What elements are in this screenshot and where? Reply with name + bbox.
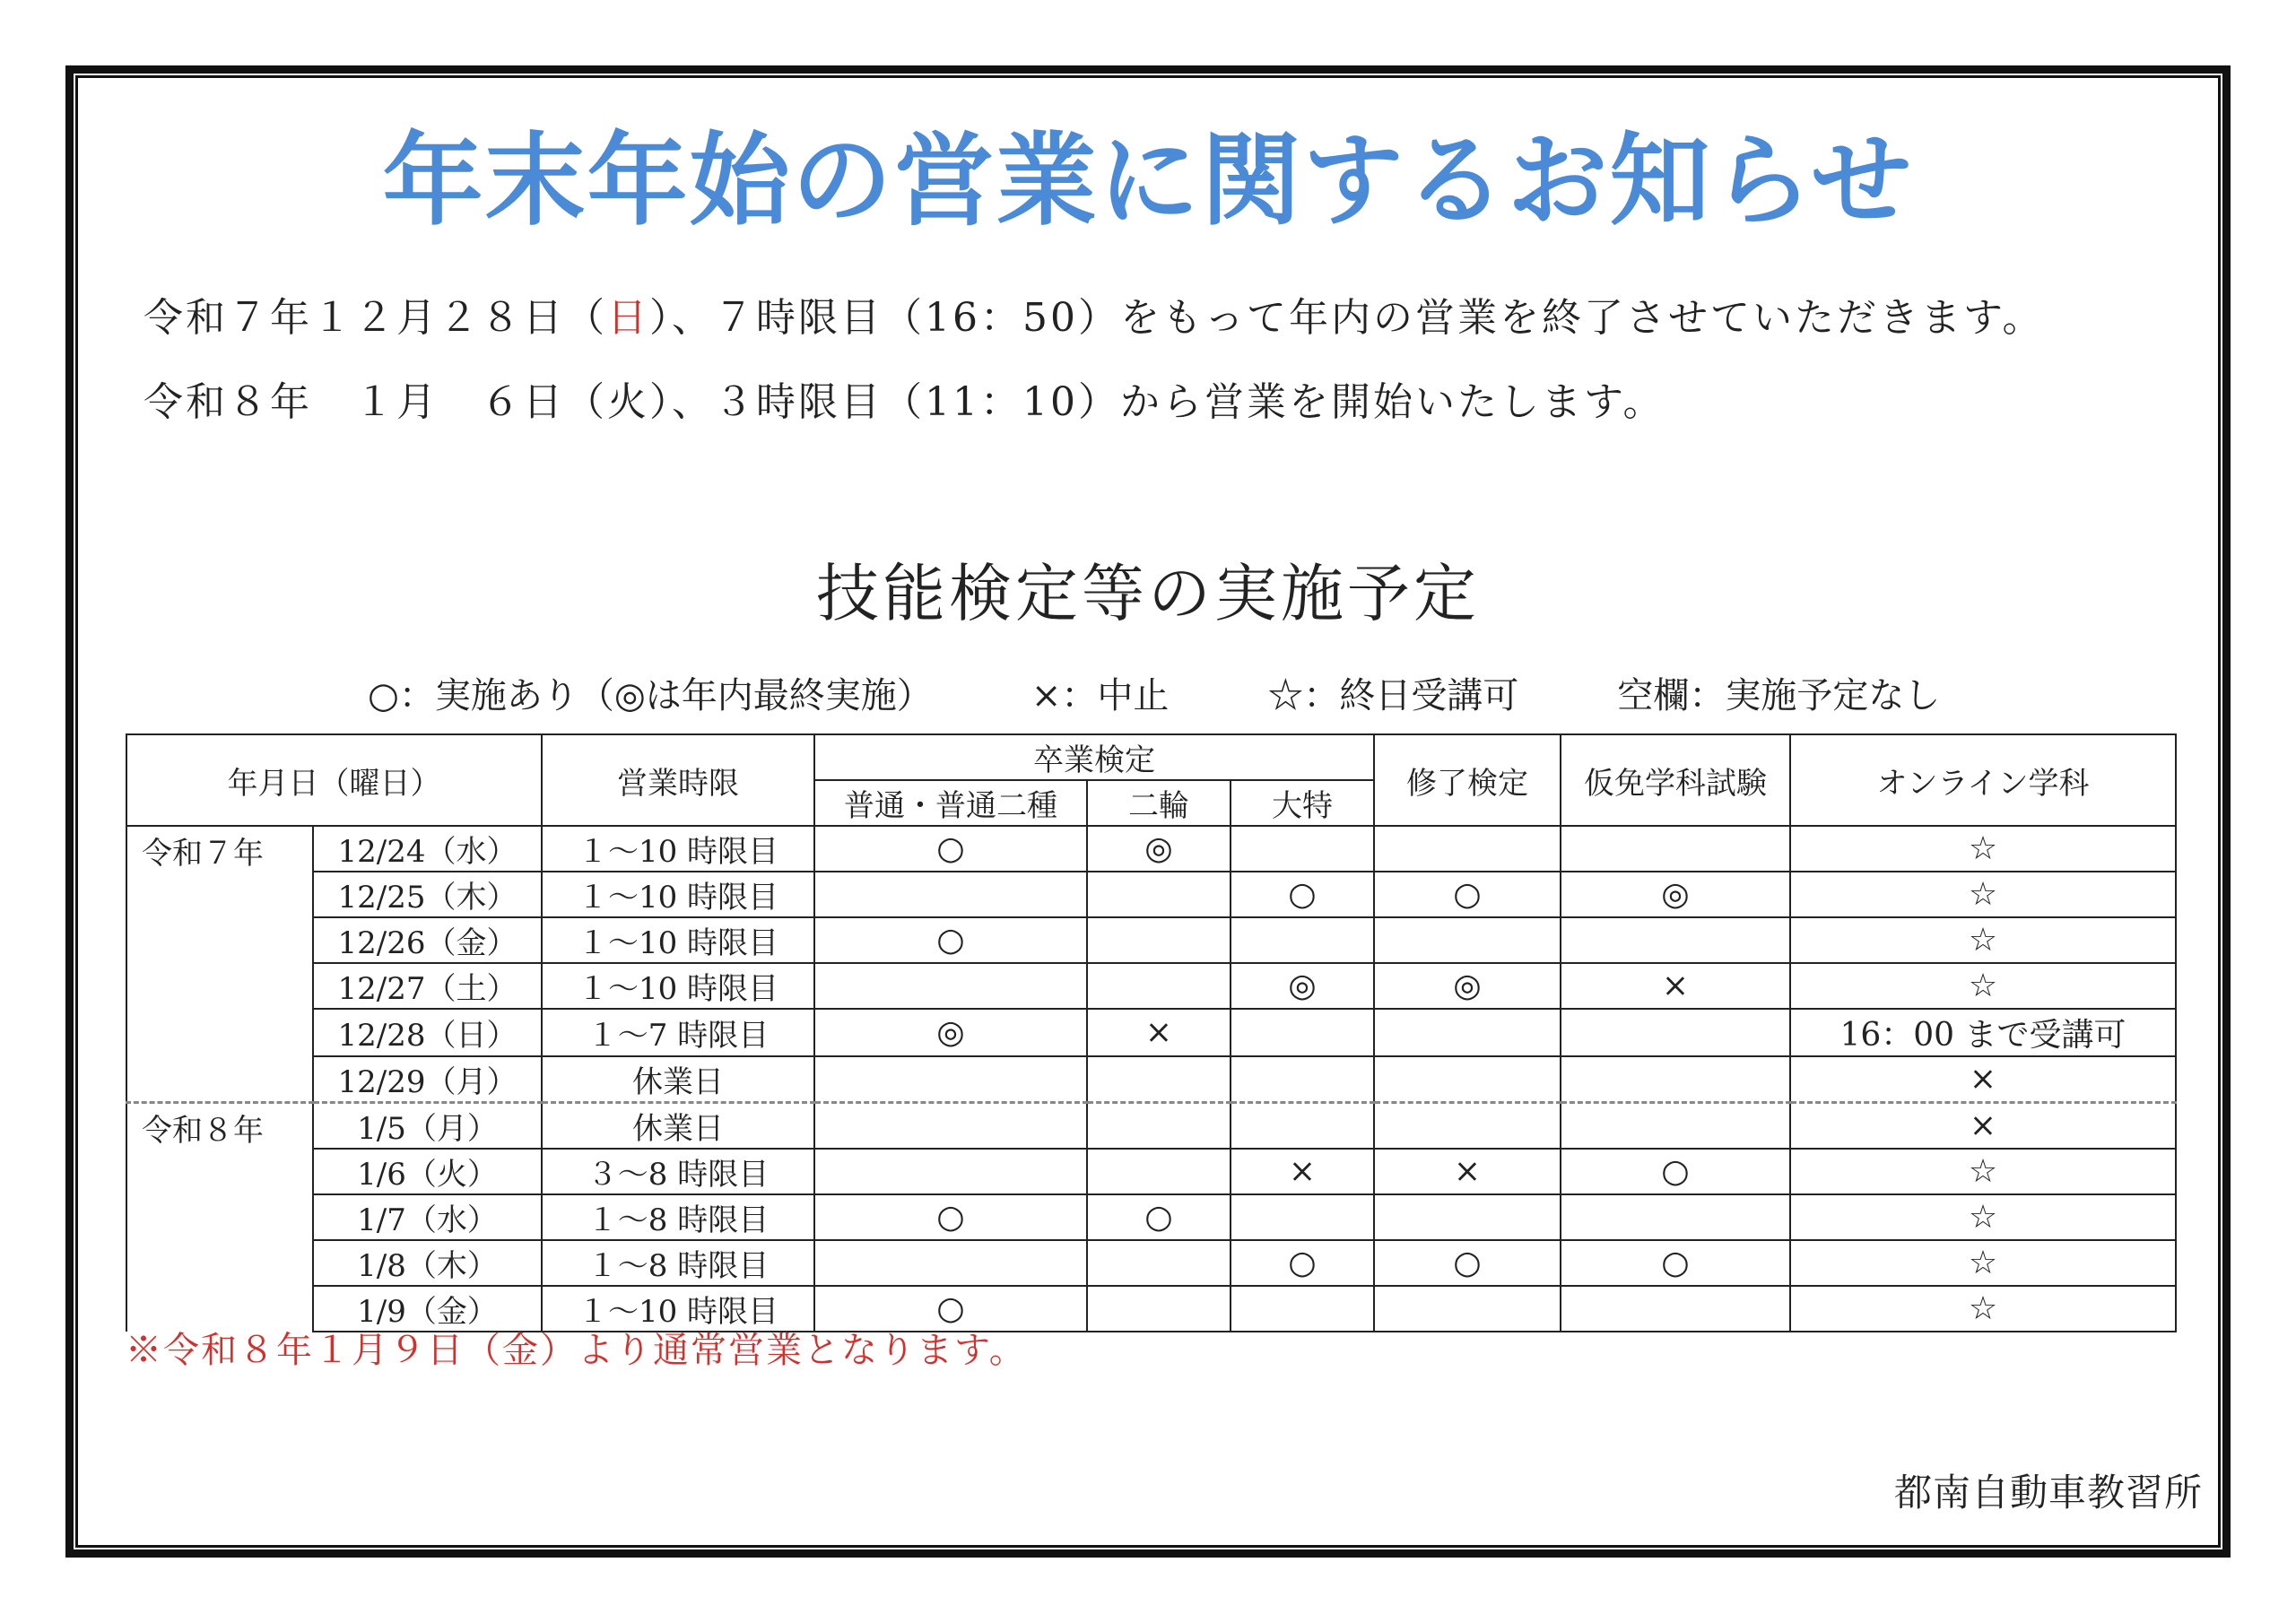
date-cell: 12/26（金） [313, 917, 542, 963]
status-cell: ○ [1231, 1240, 1374, 1286]
status-cell [1561, 917, 1790, 963]
date-cell: 1/5（月） [313, 1103, 542, 1150]
status-cell: × [1374, 1149, 1561, 1194]
legend-item-all-day: ☆：終日受講可 [1267, 675, 1519, 716]
schedule-title: 技能検定等の実施予定 [816, 557, 1480, 630]
status-cell [1561, 1103, 1790, 1150]
status-cell [814, 1240, 1087, 1286]
notice-line1-day: 日 [607, 295, 649, 341]
notice-line-closing [144, 285, 2044, 343]
status-cell: ◎ [1561, 872, 1790, 917]
date-cell: 12/27（土） [313, 963, 542, 1009]
status-cell: 16：00 まで受講可 [1790, 1009, 2176, 1056]
status-cell [814, 872, 1087, 917]
status-cell: ○ [1374, 1240, 1561, 1286]
table-row [126, 1103, 2176, 1150]
status-cell [1374, 1009, 1561, 1056]
table-row [126, 1194, 2176, 1240]
table-row [126, 826, 2176, 872]
status-cell [1561, 1286, 1790, 1332]
status-cell: ☆ [1790, 963, 2176, 1009]
header-grad-standard: 普通・普通二種 [814, 780, 1087, 826]
hours-cell: １～10 時限目 [542, 826, 814, 872]
status-cell: ○ [1561, 1240, 1790, 1286]
status-cell: ◎ [1087, 826, 1231, 872]
status-cell: ☆ [1790, 826, 2176, 872]
table-row [126, 1240, 2176, 1286]
status-cell [1374, 1056, 1561, 1103]
status-cell: ☆ [1790, 1194, 2176, 1240]
header-provisional: 仮免学科試験 [1561, 734, 1790, 826]
hours-cell: ３～8 時限目 [542, 1149, 814, 1194]
status-cell [1374, 1194, 1561, 1240]
status-cell: × [1790, 1103, 2176, 1150]
status-cell [1561, 1194, 1790, 1240]
status-cell: ○ [814, 1194, 1087, 1240]
status-cell: ○ [814, 826, 1087, 872]
status-cell: ○ [1561, 1149, 1790, 1194]
status-cell: ◎ [1374, 963, 1561, 1009]
status-cell [814, 1149, 1087, 1194]
table-row [126, 1149, 2176, 1194]
status-cell: ○ [1374, 872, 1561, 917]
table-row [126, 872, 2176, 917]
table-row [126, 963, 2176, 1009]
header-graduation: 卒業検定 [814, 734, 1374, 780]
header-date: 年月日（曜日） [126, 734, 542, 826]
status-cell [1087, 963, 1231, 1009]
hours-cell: 休業日 [542, 1056, 814, 1103]
status-cell [1561, 826, 1790, 872]
status-cell [1087, 917, 1231, 963]
status-cell [1374, 1286, 1561, 1332]
date-cell: 12/29（月） [313, 1056, 542, 1103]
status-cell: × [1087, 1009, 1231, 1056]
header-online: オンライン学科 [1790, 734, 2176, 826]
header-grad-motorcycle: 二輪 [1087, 780, 1231, 826]
status-cell: ☆ [1790, 1240, 2176, 1286]
status-cell [814, 1103, 1087, 1150]
date-cell: 12/25（木） [313, 872, 542, 917]
status-cell: × [1790, 1056, 2176, 1103]
status-cell [1231, 1286, 1374, 1332]
hours-cell: 休業日 [542, 1103, 814, 1150]
status-cell [1087, 872, 1231, 917]
status-cell: ○ [1087, 1194, 1231, 1240]
footnote: ※令和８年１月９日（金）より通常営業となります。 [126, 1330, 1027, 1371]
hours-cell: １～10 時限目 [542, 1286, 814, 1332]
schedule-body [126, 826, 2176, 1332]
header-completion: 修了検定 [1374, 734, 1561, 826]
legend-item-blank: 空欄：実施予定なし [1617, 675, 1941, 716]
header-grad-special: 大特 [1231, 780, 1374, 826]
date-cell: 1/7（水） [313, 1194, 542, 1240]
status-cell [1087, 1240, 1231, 1286]
status-cell [1374, 1103, 1561, 1150]
status-cell: ○ [814, 1286, 1087, 1332]
status-cell [1231, 826, 1374, 872]
date-cell: 1/6（火） [313, 1149, 542, 1194]
hours-cell: １～10 時限目 [542, 963, 814, 1009]
schedule-table [126, 733, 2177, 1332]
status-cell [1087, 1149, 1231, 1194]
status-cell: × [1231, 1149, 1374, 1194]
header-hours: 営業時限 [542, 734, 814, 826]
status-cell [1231, 1194, 1374, 1240]
notice-line-opening: 令和８年 １月 ６日（火）、３時限目（11：10）から営業を開始いたします。 [144, 379, 1665, 425]
status-cell: ○ [1231, 872, 1374, 917]
table-row [126, 1056, 2176, 1103]
status-cell: ◎ [814, 1009, 1087, 1056]
era-label: 令和７年 [126, 826, 313, 1103]
date-cell: 12/28（日） [313, 1009, 542, 1056]
status-cell: ☆ [1790, 872, 2176, 917]
table-row [126, 917, 2176, 963]
status-cell [814, 1056, 1087, 1103]
table-row [126, 1009, 2176, 1056]
hours-cell: １～7 時限目 [542, 1009, 814, 1056]
hours-cell: １～8 時限目 [542, 1240, 814, 1286]
status-cell: ◎ [1231, 963, 1374, 1009]
page-title: 年末年始の営業に関するお知らせ [382, 123, 1914, 239]
status-cell [814, 963, 1087, 1009]
status-cell [1231, 1103, 1374, 1150]
notice-line1-pre: 令和７年１２月２８日（ [144, 295, 607, 341]
status-cell: ○ [814, 917, 1087, 963]
status-cell: ☆ [1790, 1149, 2176, 1194]
status-cell [1087, 1286, 1231, 1332]
status-cell [1231, 917, 1374, 963]
status-cell: ☆ [1790, 917, 2176, 963]
date-cell: 1/8（木） [313, 1240, 542, 1286]
status-cell: ☆ [1790, 1286, 2176, 1332]
status-cell [1087, 1056, 1231, 1103]
hours-cell: １～8 時限目 [542, 1194, 814, 1240]
notice-line1-post: ）、７時限目（16：50）をもって年内の営業を終了させていただきます。 [649, 295, 2045, 341]
status-cell: × [1561, 963, 1790, 1009]
hours-cell: １～10 時限目 [542, 872, 814, 917]
hours-cell: １～10 時限目 [542, 917, 814, 963]
era-label: 令和８年 [126, 1103, 313, 1332]
date-cell: 12/24（水） [313, 826, 542, 872]
organization-name: 都南自動車教習所 [1893, 1471, 2203, 1515]
status-cell [1374, 826, 1561, 872]
status-cell [1231, 1009, 1374, 1056]
status-cell [1561, 1056, 1790, 1103]
legend-item-held: ○：実施あり（◎は年内最終実施） [368, 675, 933, 716]
status-cell [1087, 1103, 1231, 1150]
legend-item-cancelled: ×：中止 [1031, 675, 1170, 716]
date-cell: 1/9（金） [313, 1286, 542, 1332]
status-cell [1374, 917, 1561, 963]
status-cell [1231, 1056, 1374, 1103]
status-cell [1561, 1009, 1790, 1056]
legend [368, 667, 1940, 718]
